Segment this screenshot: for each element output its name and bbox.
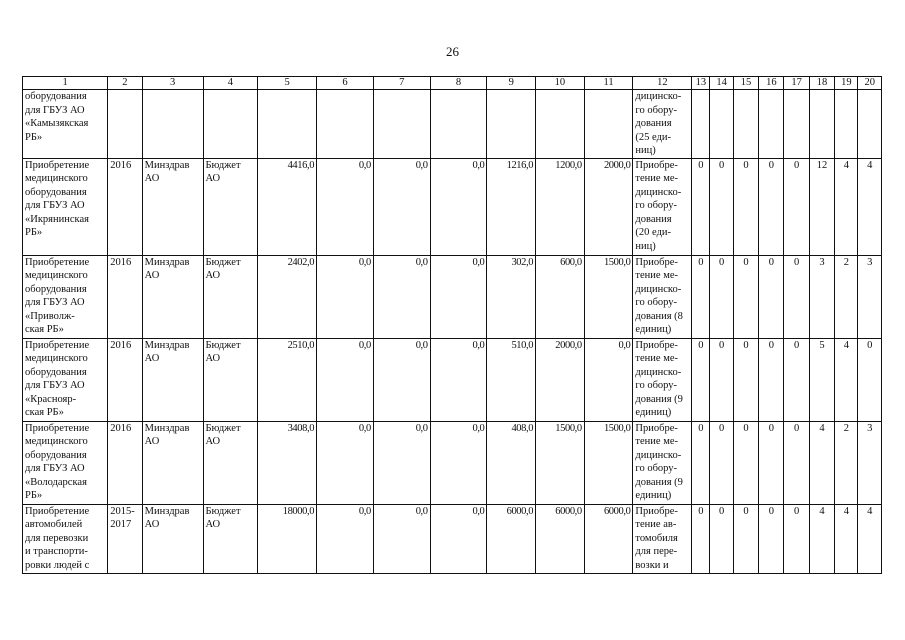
amount-v11: 1500,0 <box>584 421 633 504</box>
amount-v10: 1500,0 <box>536 421 585 504</box>
column-header: 8 <box>430 77 487 90</box>
executor-cell-line: АО <box>144 436 160 447</box>
result-description-line: для пере- <box>635 546 678 557</box>
amount-v6: 0,0 <box>317 158 374 255</box>
indicator-s15: 0 <box>733 338 758 421</box>
indicator-s17: 0 <box>784 255 809 338</box>
funding-source-cell-line: Бюджет <box>205 339 241 351</box>
year-cell-line: 2016 <box>110 339 132 351</box>
column-header: 18 <box>809 77 834 90</box>
indicator-s19: 2 <box>835 255 858 338</box>
column-header: 17 <box>784 77 809 90</box>
measure-name-line: для ГБУЗ АО <box>25 297 85 308</box>
indicator-s16: 0 <box>759 421 784 504</box>
column-header: 11 <box>584 77 633 90</box>
amount-v11: 0,0 <box>584 338 633 421</box>
amount-v6: 0,0 <box>317 255 374 338</box>
measure-name-line: оборудования <box>25 186 87 198</box>
amount-v5 <box>258 90 317 159</box>
executor-cell <box>142 90 203 159</box>
amount-v9: 302,0 <box>487 255 536 338</box>
indicator-s15: 0 <box>733 158 758 255</box>
indicator-s13: 0 <box>692 421 710 504</box>
indicator-s13: 0 <box>692 338 710 421</box>
amount-v11: 2000,0 <box>584 158 633 255</box>
measure-name-line: оборудования <box>25 449 87 461</box>
data-table <box>22 76 882 574</box>
result-description <box>633 255 692 338</box>
indicator-s15: 0 <box>733 421 758 504</box>
amount-v5: 18000,0 <box>258 504 317 573</box>
table-row <box>23 255 882 338</box>
amount-v11 <box>584 90 633 159</box>
indicator-s14 <box>710 90 733 159</box>
amount-v9: 1216,0 <box>487 158 536 255</box>
indicator-s19: 4 <box>835 504 858 573</box>
amount-v7: 0,0 <box>373 255 430 338</box>
year-cell-line: 2017 <box>110 519 132 530</box>
executor-cell-line: АО <box>144 353 160 364</box>
amount-v9: 6000,0 <box>487 504 536 573</box>
measure-name-line: Приобретение <box>25 505 90 517</box>
column-header: 2 <box>108 77 142 90</box>
year-cell <box>108 158 142 255</box>
indicator-s19: 2 <box>835 421 858 504</box>
funding-source-cell <box>203 504 258 573</box>
indicator-s20 <box>858 90 882 159</box>
indicator-s19 <box>835 90 858 159</box>
column-header: 7 <box>373 77 430 90</box>
page-number: 26 <box>446 44 459 59</box>
year-cell-line: 2016 <box>110 159 132 171</box>
table-row <box>23 158 882 255</box>
executor-cell <box>142 421 203 504</box>
measure-name-line: для ГБУЗ АО <box>25 380 85 391</box>
year-cell-line: 2015- <box>110 505 135 517</box>
column-header: 19 <box>835 77 858 90</box>
amount-v10: 2000,0 <box>536 338 585 421</box>
result-description <box>633 421 692 504</box>
result-description <box>633 158 692 255</box>
executor-cell-line: АО <box>144 270 160 281</box>
indicator-s13: 0 <box>692 158 710 255</box>
indicator-s15: 0 <box>733 504 758 573</box>
result-description-line: Приобре- <box>635 505 678 517</box>
result-description-line: Приобре- <box>635 339 678 351</box>
indicator-s20: 0 <box>858 338 882 421</box>
amount-v8: 0,0 <box>430 255 487 338</box>
measure-name-line: Приобретение <box>25 256 90 268</box>
table-row <box>23 90 882 159</box>
result-description-line: дицинско- <box>635 91 682 102</box>
amount-v7: 0,0 <box>373 421 430 504</box>
result-description-line: го обору- <box>635 297 678 308</box>
executor-cell-line: Минздрав <box>144 505 190 517</box>
result-description-line: Приобре- <box>635 422 678 434</box>
funding-source-cell-line: Бюджет <box>205 256 241 268</box>
result-description-line: дования <box>635 213 672 225</box>
funding-source-cell-line: АО <box>205 436 221 447</box>
amount-v8: 0,0 <box>430 504 487 573</box>
indicator-s17: 0 <box>784 158 809 255</box>
executor-cell-line: Минздрав <box>144 159 190 171</box>
year-cell-line: 2016 <box>110 422 132 434</box>
measure-name-line: Приобретение <box>25 159 90 171</box>
amount-v6: 0,0 <box>317 421 374 504</box>
executor-cell <box>142 504 203 573</box>
result-description-line: Приобре- <box>635 256 678 268</box>
measure-name-line: медицинского <box>25 436 88 447</box>
executor-cell-line: Минздрав <box>144 256 190 268</box>
indicator-s16: 0 <box>759 338 784 421</box>
funding-source-cell-line: АО <box>205 353 221 364</box>
column-header: 9 <box>487 77 536 90</box>
column-header: 3 <box>142 77 203 90</box>
executor-cell <box>142 255 203 338</box>
result-description-line: (20 еди- <box>635 227 672 238</box>
column-header: 1 <box>23 77 108 90</box>
amount-v7: 0,0 <box>373 504 430 573</box>
result-description-line: дования (9 <box>635 476 683 488</box>
funding-source-cell <box>203 90 258 159</box>
column-header: 10 <box>536 77 585 90</box>
indicator-s15: 0 <box>733 255 758 338</box>
result-description-line: го обору- <box>635 463 678 474</box>
indicator-s16: 0 <box>759 255 784 338</box>
result-description-line: дицинско- <box>635 186 682 198</box>
result-description-line: дицинско- <box>635 366 682 378</box>
result-description-line: го обору- <box>635 104 678 116</box>
executor-cell-line: АО <box>144 519 160 530</box>
measure-name-line: оборудования <box>25 283 87 295</box>
executor-cell-line: Минздрав <box>144 422 190 434</box>
result-description-line: дицинско- <box>635 283 682 295</box>
amount-v9: 408,0 <box>487 421 536 504</box>
funding-source-cell-line: АО <box>205 173 221 184</box>
measure-name <box>23 158 108 255</box>
funding-source-cell-line: АО <box>205 270 221 281</box>
year-cell <box>108 338 142 421</box>
amount-v10: 600,0 <box>536 255 585 338</box>
amount-v6 <box>317 90 374 159</box>
funding-source-cell <box>203 421 258 504</box>
amount-v5: 2510,0 <box>258 338 317 421</box>
measure-name-line: «Икрянинская <box>25 213 89 225</box>
column-header: 15 <box>733 77 758 90</box>
indicator-s18: 3 <box>809 255 834 338</box>
result-description-line: дования (8 <box>635 310 683 322</box>
indicator-s14: 0 <box>710 255 733 338</box>
column-header: 13 <box>692 77 710 90</box>
measure-name-line: медицинского <box>25 353 88 364</box>
table-row <box>23 338 882 421</box>
measure-name-line: РБ» <box>25 131 43 143</box>
year-cell <box>108 504 142 573</box>
column-header: 16 <box>759 77 784 90</box>
executor-cell <box>142 338 203 421</box>
measure-name <box>23 90 108 159</box>
indicator-s16: 0 <box>759 504 784 573</box>
indicator-s18: 4 <box>809 421 834 504</box>
measure-name <box>23 504 108 573</box>
indicator-s14: 0 <box>710 421 733 504</box>
result-description <box>633 338 692 421</box>
measure-name-line: Приобретение <box>25 422 90 434</box>
result-description-line: единиц) <box>635 407 672 418</box>
indicator-s17: 0 <box>784 421 809 504</box>
year-cell <box>108 90 142 159</box>
indicator-s20: 3 <box>858 421 882 504</box>
amount-v5: 2402,0 <box>258 255 317 338</box>
header-row <box>23 77 882 90</box>
indicator-s18 <box>809 90 834 159</box>
measure-name <box>23 421 108 504</box>
amount-v8: 0,0 <box>430 421 487 504</box>
amount-v6: 0,0 <box>317 504 374 573</box>
measure-name-line: для ГБУЗ АО <box>25 104 85 116</box>
result-description-line: единиц) <box>635 324 672 335</box>
measure-name-line: «Краснояр- <box>25 393 77 405</box>
indicator-s14: 0 <box>710 504 733 573</box>
result-description-line: го обору- <box>635 380 678 391</box>
column-header: 20 <box>858 77 882 90</box>
measure-name-line: медицинского <box>25 173 88 184</box>
amount-v6: 0,0 <box>317 338 374 421</box>
result-description-line: дицинско- <box>635 449 682 461</box>
result-description-line: го обору- <box>635 200 678 211</box>
funding-source-cell-line: Бюджет <box>205 422 241 434</box>
measure-name-line: медицинского <box>25 270 88 281</box>
result-description-line: тение ме- <box>635 353 678 364</box>
measure-name <box>23 338 108 421</box>
amount-v10: 1200,0 <box>536 158 585 255</box>
year-cell-line: 2016 <box>110 256 132 268</box>
column-header: 5 <box>258 77 317 90</box>
funding-source-cell <box>203 158 258 255</box>
indicator-s18: 12 <box>809 158 834 255</box>
table-row <box>23 504 882 573</box>
measure-name-line: «Приволж- <box>25 310 75 322</box>
indicator-s18: 4 <box>809 504 834 573</box>
measure-name-line: «Камызякская <box>25 118 89 129</box>
indicator-s13: 0 <box>692 255 710 338</box>
funding-source-cell-line: АО <box>205 519 221 530</box>
table-body <box>23 90 882 574</box>
indicator-s18: 5 <box>809 338 834 421</box>
amount-v11: 1500,0 <box>584 255 633 338</box>
funding-source-cell-line: Бюджет <box>205 159 241 171</box>
measure-name-line: для перевозки <box>25 532 89 544</box>
amount-v8: 0,0 <box>430 158 487 255</box>
indicator-s14: 0 <box>710 338 733 421</box>
indicator-s20: 3 <box>858 255 882 338</box>
amount-v9: 510,0 <box>487 338 536 421</box>
indicator-s17: 0 <box>784 504 809 573</box>
indicator-s17: 0 <box>784 338 809 421</box>
measure-name-line: «Володарская <box>25 476 87 488</box>
measure-name-line: ская РБ» <box>25 407 64 418</box>
indicator-s16 <box>759 90 784 159</box>
indicator-s20: 4 <box>858 504 882 573</box>
indicator-s19: 4 <box>835 158 858 255</box>
result-description-line: тение ме- <box>635 270 678 281</box>
indicator-s19: 4 <box>835 338 858 421</box>
result-description-line: ниц) <box>635 240 656 252</box>
amount-v10: 6000,0 <box>536 504 585 573</box>
measure-name <box>23 255 108 338</box>
measure-name-line: оборудования <box>25 366 87 378</box>
year-cell <box>108 421 142 504</box>
amount-v7: 0,0 <box>373 338 430 421</box>
indicator-s16: 0 <box>759 158 784 255</box>
measure-name-line: Приобретение <box>25 339 90 351</box>
measure-name-line: ровки людей с <box>25 559 90 571</box>
amount-v7: 0,0 <box>373 158 430 255</box>
result-description-line: ниц) <box>635 145 656 156</box>
result-description-line: (25 еди- <box>635 131 672 143</box>
result-description <box>633 90 692 159</box>
measure-name-line: ская РБ» <box>25 324 64 335</box>
amount-v8: 0,0 <box>430 338 487 421</box>
result-description-line: томобиля <box>635 532 678 544</box>
measure-name-line: для ГБУЗ АО <box>25 463 85 474</box>
result-description-line: единиц) <box>635 490 672 501</box>
table-row <box>23 421 882 504</box>
amount-v7 <box>373 90 430 159</box>
indicator-s13 <box>692 90 710 159</box>
result-description-line: тение ав- <box>635 519 677 530</box>
amount-v5: 3408,0 <box>258 421 317 504</box>
amount-v9 <box>487 90 536 159</box>
amount-v8 <box>430 90 487 159</box>
indicator-s20: 4 <box>858 158 882 255</box>
executor-cell-line: АО <box>144 173 160 184</box>
result-description-line: тение ме- <box>635 436 678 447</box>
measure-name-line: РБ» <box>25 227 43 238</box>
measure-name-line: оборудования <box>25 91 87 102</box>
amount-v10 <box>536 90 585 159</box>
column-header: 4 <box>203 77 258 90</box>
funding-source-cell <box>203 255 258 338</box>
amount-v11: 6000,0 <box>584 504 633 573</box>
result-description-line: тение ме- <box>635 173 678 184</box>
measure-name-line: РБ» <box>25 490 43 501</box>
amount-v5: 4416,0 <box>258 158 317 255</box>
year-cell <box>108 255 142 338</box>
executor-cell <box>142 158 203 255</box>
result-description <box>633 504 692 573</box>
result-description-line: дования (9 <box>635 393 683 405</box>
indicator-s17 <box>784 90 809 159</box>
result-description-line: Приобре- <box>635 159 678 171</box>
result-description-line: возки и <box>635 559 669 571</box>
executor-cell-line: Минздрав <box>144 339 190 351</box>
measure-name-line: для ГБУЗ АО <box>25 200 85 211</box>
column-header: 12 <box>633 77 692 90</box>
indicator-s13: 0 <box>692 504 710 573</box>
funding-source-cell-line: Бюджет <box>205 505 241 517</box>
measure-name-line: автомобилей <box>25 519 83 530</box>
column-header: 14 <box>710 77 733 90</box>
measure-name-line: и транспорти- <box>25 546 88 557</box>
funding-source-cell <box>203 338 258 421</box>
indicator-s14: 0 <box>710 158 733 255</box>
column-header: 6 <box>317 77 374 90</box>
indicator-s15 <box>733 90 758 159</box>
result-description-line: дования <box>635 118 672 129</box>
